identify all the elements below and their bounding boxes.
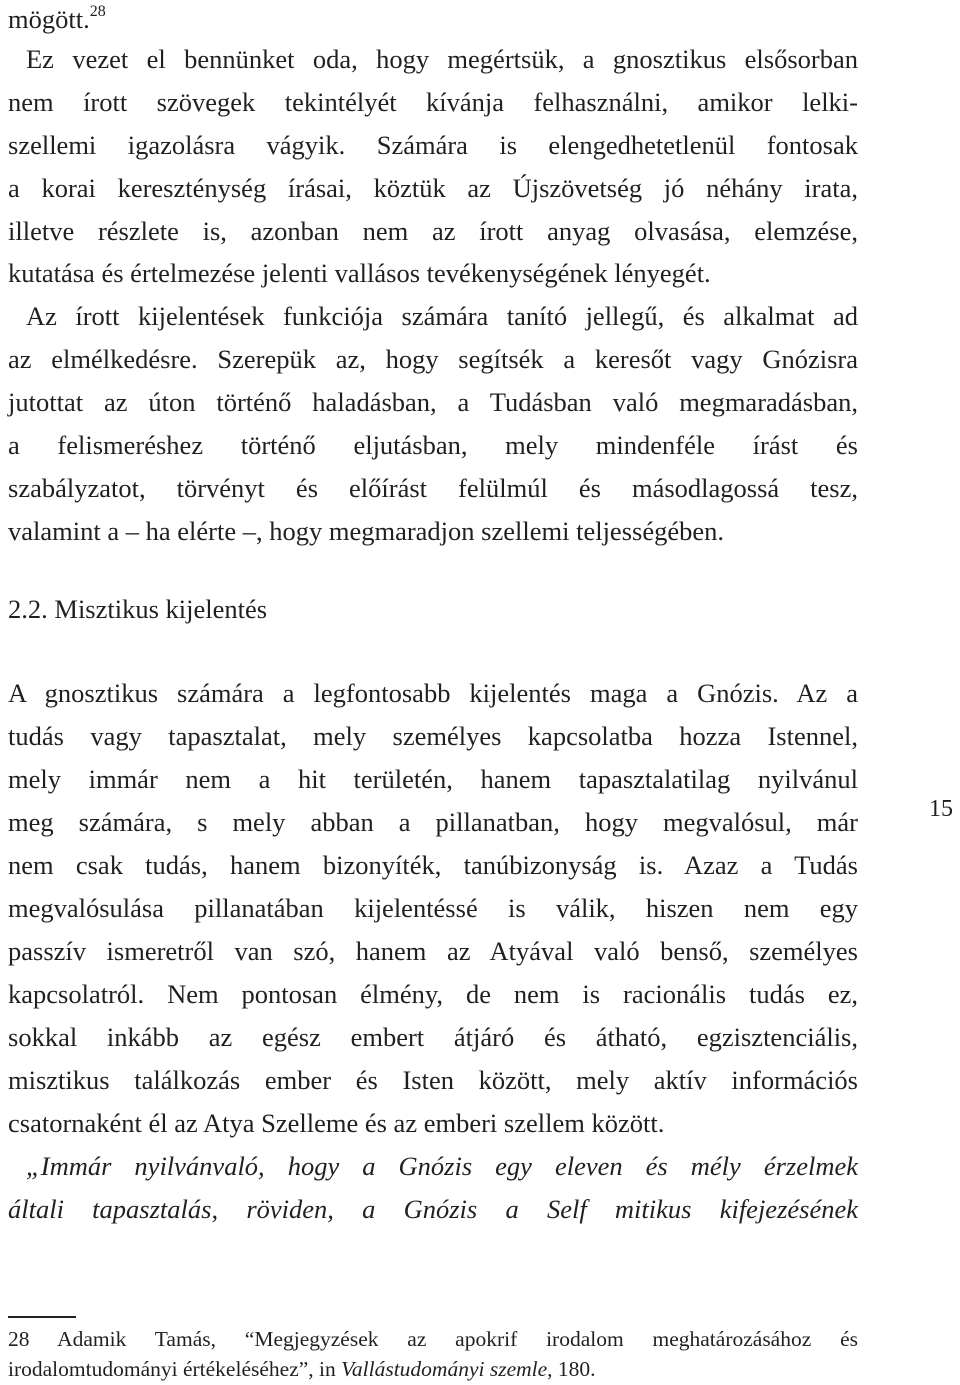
footnote-divider — [8, 1316, 76, 1318]
text-line: A gnosztikus számára a legfontosabb kijelentés maga a Gnózis. Az a — [8, 678, 858, 708]
quote-block — [8, 1145, 858, 1231]
footnote-journal-title: Vallástudományi szemle — [341, 1357, 548, 1381]
text-line: szabályzatot, törvényt és előírást felülmúl és másodlagossá tesz, — [8, 472, 858, 503]
section-heading: 2.2. Misztikus kijelentés — [8, 594, 268, 624]
text-line: nem csak tudás, hanem bizonyíték, tanúbizonyság is. Azaz a Tudás — [8, 850, 858, 880]
footnote — [8, 1324, 858, 1384]
text-line: meg számára, s mely abban a pillanatban, hogy megvalósul, már — [8, 807, 858, 837]
top-fragment-line — [8, 0, 858, 38]
quote-line: „Immár nyilvánvaló, hogy a Gnózis egy eleven és mély érzelmek — [26, 1151, 858, 1181]
quote-line: általi tapasztalás, röviden, a Gnózis a Self mitikus kifejezésének — [8, 1194, 858, 1224]
text-line: szellemi igazolásra vágyik. Számára is elengedhetetlenül fontosak — [8, 129, 858, 160]
text-line: csatornaként él az Atya Szelleme és az emberi szellem között. — [8, 1108, 665, 1138]
text-line: misztikus találkozás ember és Isten között, mely aktív információs — [8, 1065, 858, 1095]
text-line: jutottat az úton történő haladásban, a Tudásban való megmaradásban, — [8, 387, 858, 418]
footnote-ref-28: 28 — [89, 3, 106, 20]
paragraph-2 — [8, 295, 858, 552]
text-line: az elmélkedésre. Szerepük az, hogy segítsék a keresőt vagy Gnózisra — [8, 344, 858, 375]
text-line: kapcsolatról. Nem pontosan élmény, de nem is racionális tudás ez, — [8, 979, 858, 1009]
paragraph-1 — [8, 38, 858, 295]
page-number: 15 — [929, 796, 953, 822]
footnote-text: irodalomtudományi értékeléséhez”, in — [8, 1357, 342, 1381]
text-line: tudás vagy tapasztalat, mely személyes kapcsolatba hozza Istennel, — [8, 721, 858, 751]
text-line: sokkal inkább az egész embert átjáró és átható, egzisztenciális, — [8, 1022, 858, 1052]
text-line: a felismeréshez történő eljutásban, mely mindenféle írást és — [8, 430, 858, 461]
text-line: kutatása és értelmezése jelenti vallásos tevékenységének lényegét. — [8, 258, 711, 289]
text-line: illetve részlete is, azonban nem az írott anyag olvasása, elemzése, — [8, 215, 858, 246]
main-text — [8, 0, 858, 553]
footnote-line-2 — [8, 1354, 858, 1384]
footnote-page: , 180. — [547, 1357, 596, 1381]
footnote-line-1: 28 Adamik Tamás, “Megjegyzések az apokrif irodalom meghatározásához és — [8, 1327, 858, 1351]
text-line: valamint a – ha elérte –, hogy megmaradjon szellemi teljességében. — [8, 515, 724, 546]
text-line: megvalósulása pillanatában kijelentéssé is válik, hiszen nem egy — [8, 893, 858, 923]
text-line: passzív ismeretről van szó, hanem az Atyával való benső, személyes — [8, 936, 858, 966]
paragraph-3 — [8, 672, 858, 1145]
text-line: a korai kereszténység írásai, köztük az Újszövetség jó néhány irata, — [8, 172, 858, 203]
text-line: mely immár nem a hit területén, hanem tapasztalatilag nyilvánul — [8, 764, 858, 794]
top-fragment-text: mögött. — [8, 4, 90, 34]
text-line: Ez vezet el bennünket oda, hogy megértsük, a gnosztikus elsősorban — [26, 44, 858, 74]
section-2-body — [8, 672, 858, 1231]
text-line: Az írott kijelentések funkciója számára tanító jellegű, és alkalmat ad — [26, 301, 858, 332]
text-line: nem írott szövegek tekintélyét kívánja felhasználni, amikor lelki- — [8, 86, 858, 117]
